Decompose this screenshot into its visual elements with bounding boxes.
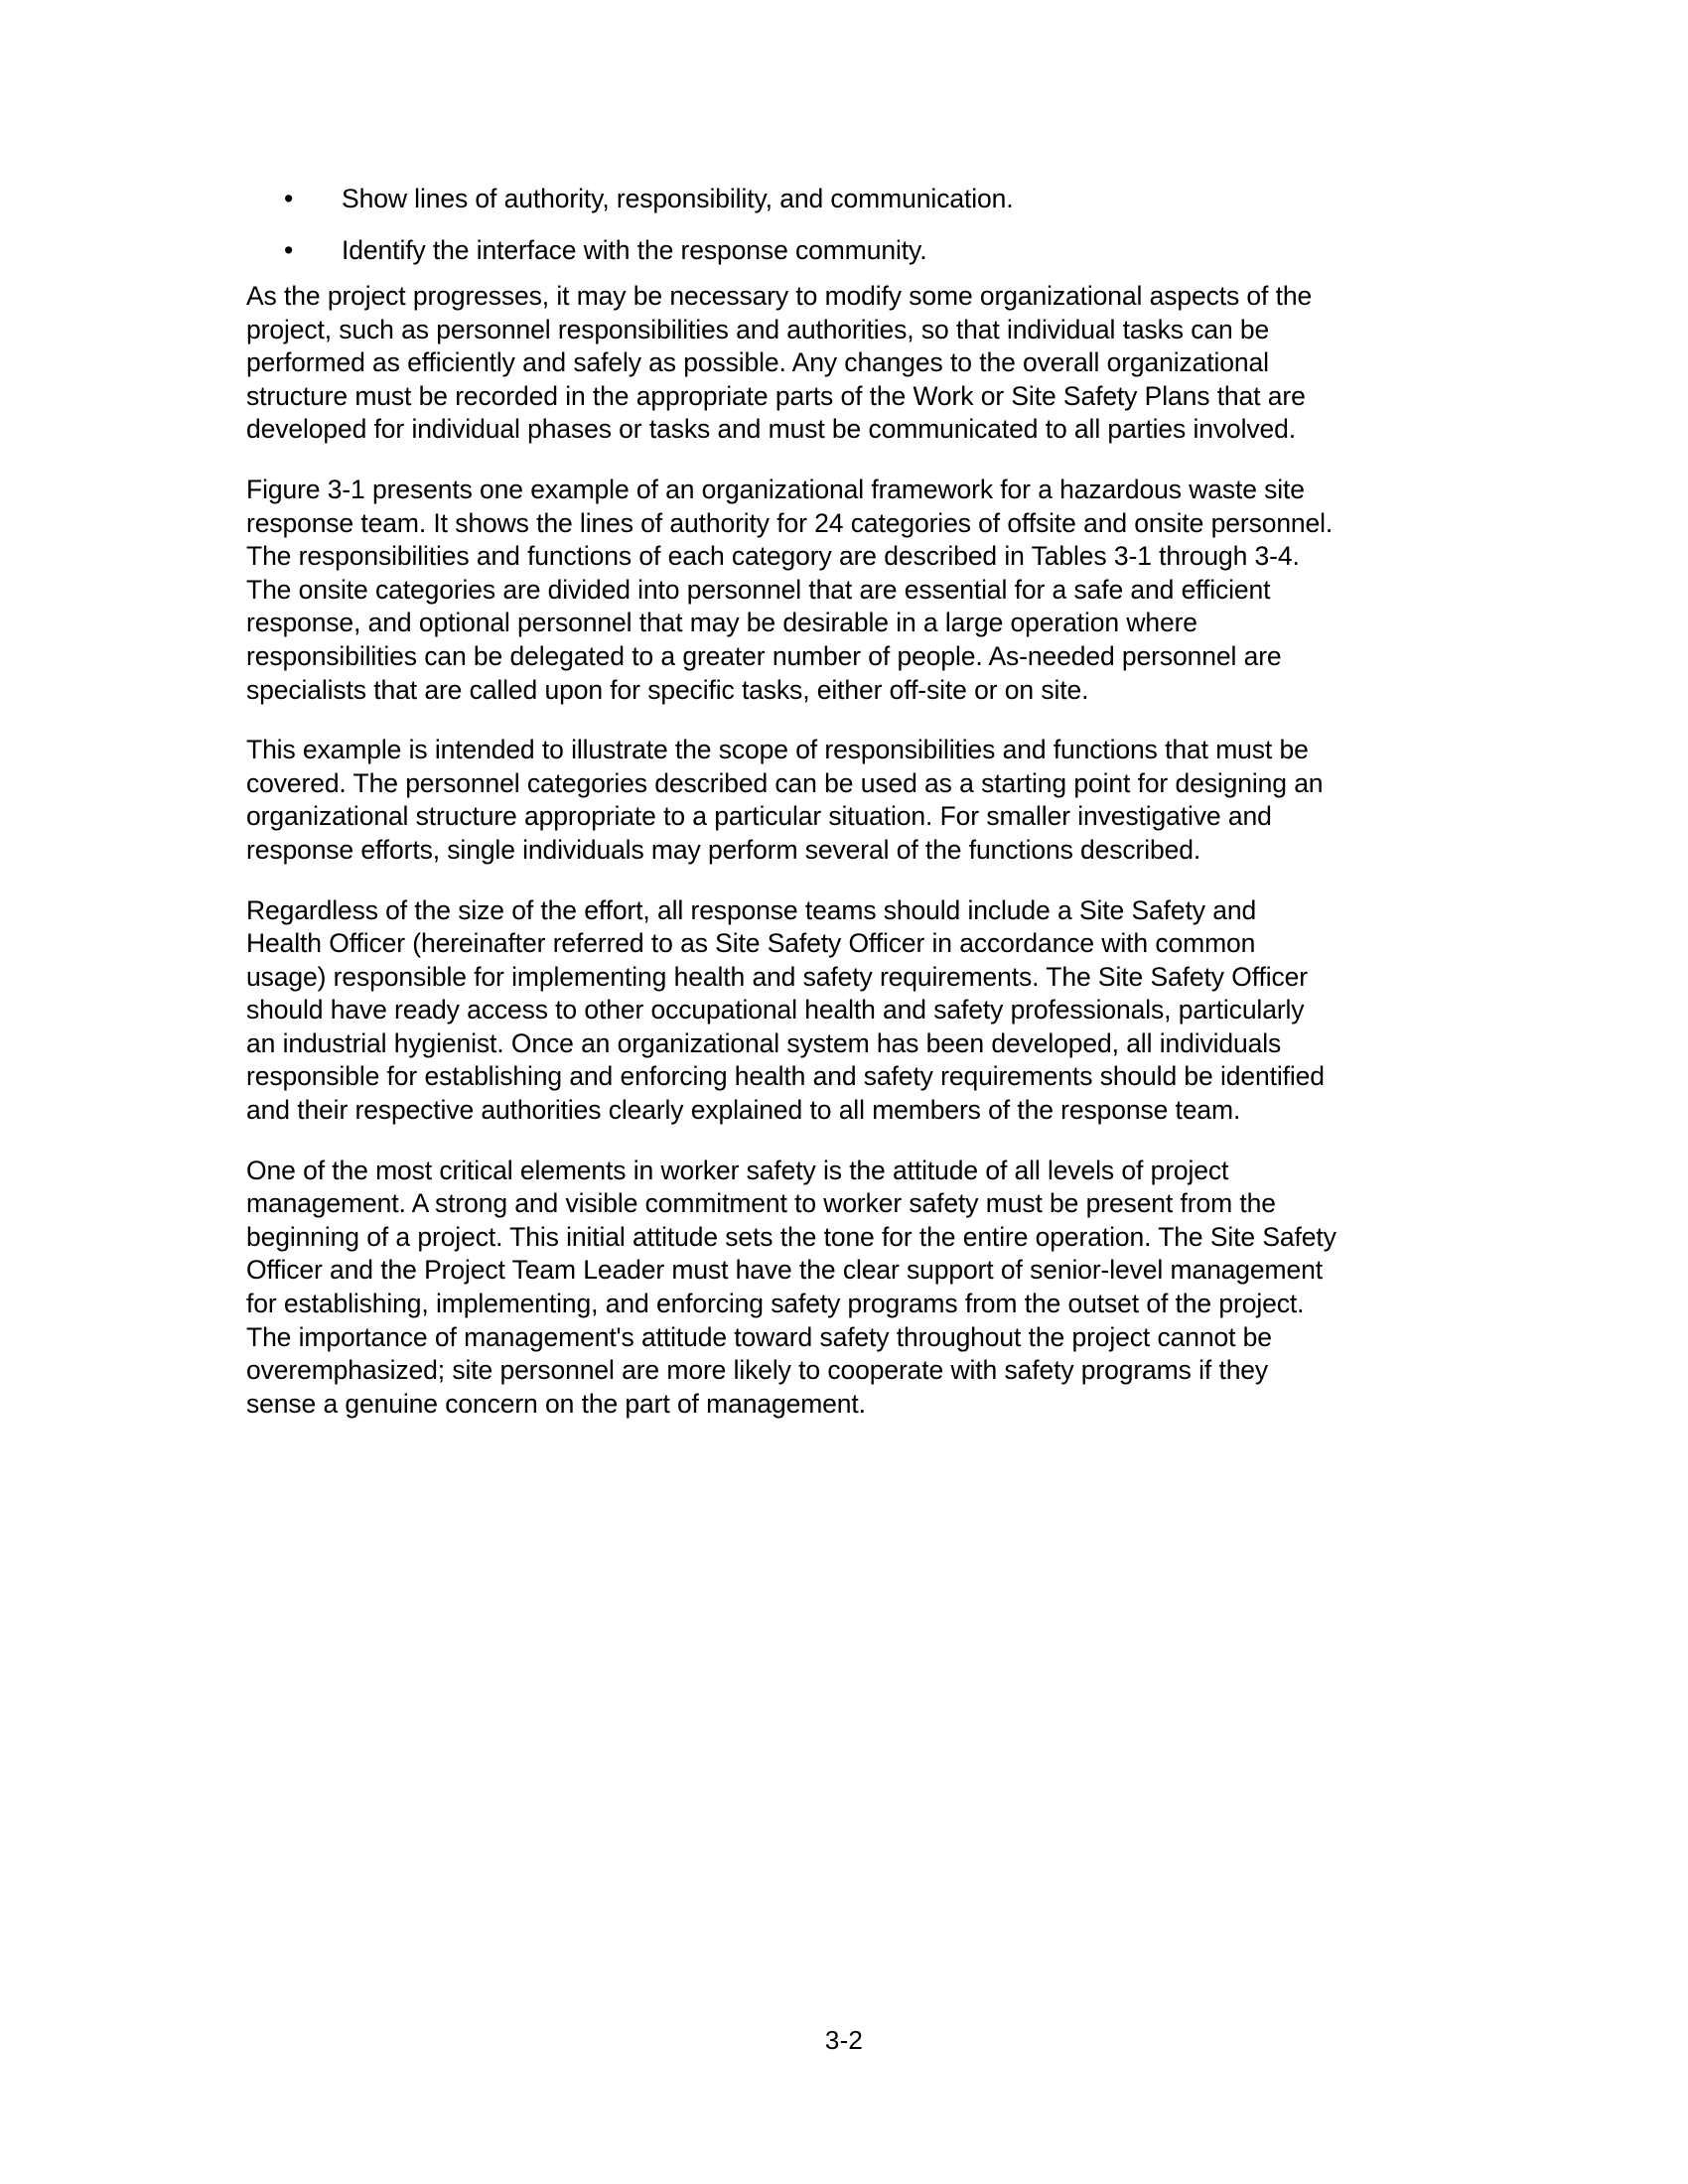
list-item <box>246 228 1338 272</box>
list-item <box>246 177 1338 220</box>
list-item-text: Show lines of authority, responsibility, and communication. <box>342 184 1014 213</box>
body-paragraph: Figure 3-1 presents one example of an organizational framework for a hazardous waste site response team. It shows the lines of authority for 24 categories of offsite and onsite personnel. The responsibilities and functions of each category are described in Tables 3-1 through 3-4. The onsite categories are divided into personnel that are essential for a safe and efficient response, and optional personnel that may be desirable in a large operation where responsibilities can be delegated to a greater number of people. As-needed personnel are specialists that are called upon for specific tasks, either off-site or on site. <box>246 474 1334 705</box>
page-content <box>246 177 1338 1447</box>
body-paragraph: Regardless of the size of the effort, all response teams should include a Site Safety and Health Officer (hereinafter referred to as Site Safety Officer in accordance with common usage) responsible for implementing health and safety requirements. The Site Safety Officer should have ready access to other occupational health and safety professionals, particularly an industrial hygienist. Once an organizational system has been developed, all individuals responsible for establishing and enforcing health and safety requirements should be identified and their respective authorities clearly explained to all members of the response team. <box>246 894 1325 1126</box>
body-paragraph: This example is intended to illustrate the scope of responsibilities and functions that must be covered. The personnel categories described can be used as a starting point for designing an organizational structure appropriate to a particular situation. For smaller investigative and response efforts, single individuals may perform several of the functions described. <box>246 735 1324 865</box>
list-item-text: Identify the interface with the response community. <box>342 235 927 265</box>
bullet-icon: • <box>284 184 294 213</box>
bullet-list <box>246 177 1338 272</box>
body-paragraph: As the project progresses, it may be necessary to modify some organizational aspects of the project, such as personnel responsibilities and authorities, so that individual tasks can be performed as efficiently and safely as possible. Any changes to the overall organizational structure must be recorded in the appropriate parts of the Work or Site Safety Plans that are developed for individual phases or tasks and must be communicated to all parties involved. <box>246 281 1313 445</box>
page-number: 3-2 <box>824 2025 864 2055</box>
bullet-icon: • <box>284 235 294 265</box>
body-paragraph: One of the most critical elements in worker safety is the attitude of all levels of project management. A strong and visible commitment to worker safety must be present from the beginning of a project. This initial attitude sets the tone for the entire operation. The Site Safety Officer and the Project Team Leader must have the clear support of senior-level management for establishing, implementing, and enforcing safety programs from the outset of the project. The importance of management's attitude toward safety throughout the project cannot be overemphasized; site personnel are more likely to cooperate with safety programs if they sense a genuine concern on the part of management. <box>246 1155 1336 1419</box>
